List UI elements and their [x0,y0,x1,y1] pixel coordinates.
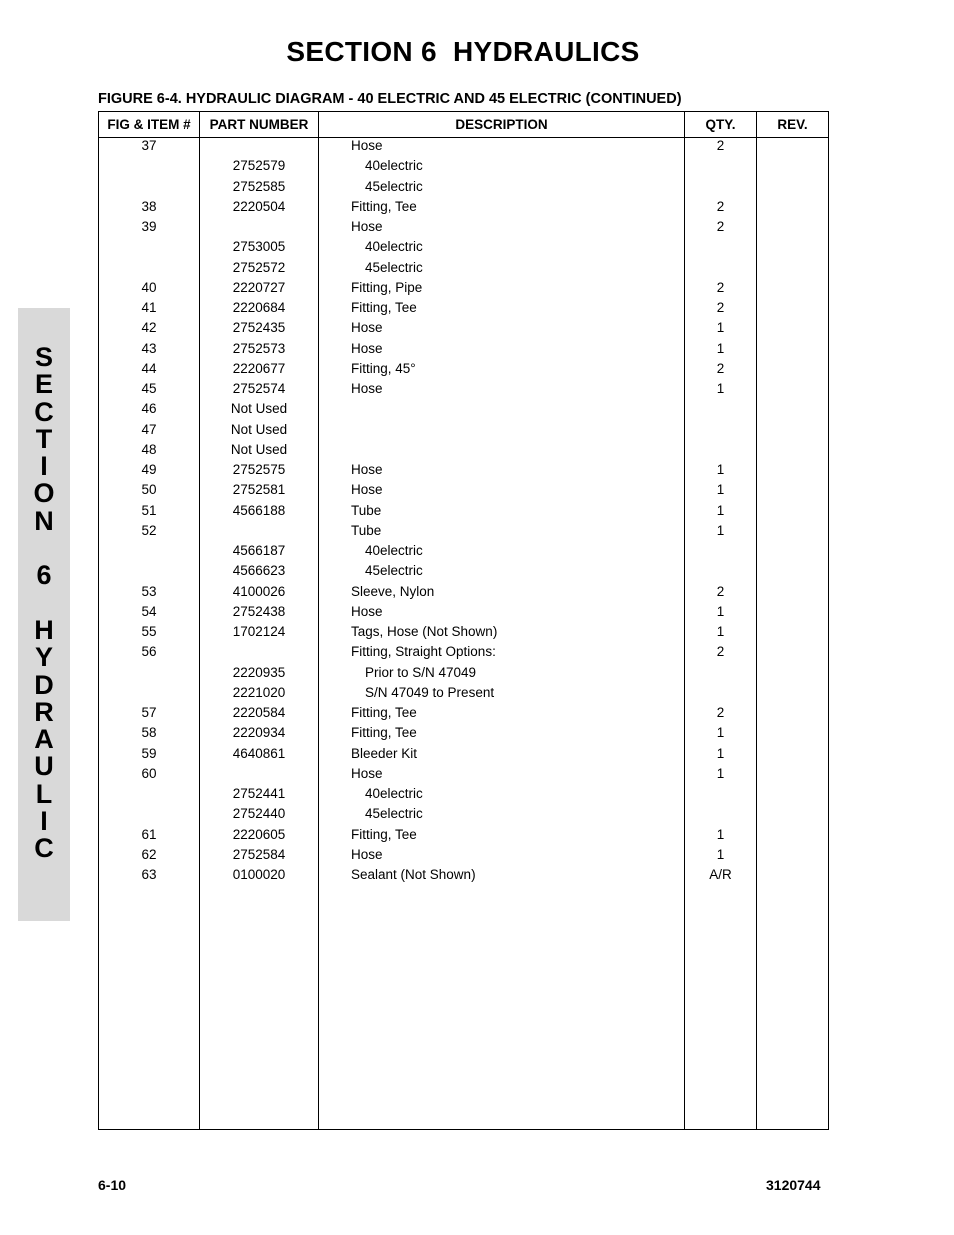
part-number: 4100026 [232,583,286,599]
header-qty: QTY. [705,117,736,132]
table-row [99,523,828,543]
quantity: A/R [709,867,732,882]
description: 45electric [365,178,423,194]
table-row [99,827,828,847]
part-number: 2220504 [232,198,286,214]
quantity: 1 [716,603,725,619]
description: Hose [351,138,383,153]
part-number: 4640861 [232,745,286,761]
part-number: 4566187 [232,543,286,558]
description: 40electric [365,158,423,174]
table-body [99,138,828,887]
part-number: 2752440 [232,806,286,822]
item-number: 58 [141,725,157,741]
description: Fitting, Tee [351,826,417,842]
part-number: 4566188 [232,502,286,518]
description: Fitting, 45° [351,360,416,376]
description: Hose [351,765,383,781]
part-number: 2752579 [232,158,286,174]
document-number: 3120744 [766,1177,821,1193]
item-number: 48 [141,441,157,457]
part-number: 2752572 [232,259,286,275]
part-number: 2220934 [232,725,286,741]
part-number: 2753005 [232,239,286,255]
side-tab-letter: T [35,423,53,454]
item-number: 45 [141,381,157,396]
table-row [99,503,828,523]
quantity: 2 [716,583,725,599]
item-number: 43 [141,340,157,356]
table-row [99,705,828,725]
quantity: 2 [716,644,725,660]
side-tab-letter: N [34,505,54,536]
part-number: 2752575 [232,462,286,477]
part-number: 2752574 [232,381,286,396]
part-number: 2752581 [232,482,286,498]
side-tab-letter: C [34,833,54,864]
quantity: 1 [716,482,725,498]
table-row [99,260,828,280]
table-row [99,422,828,442]
table-row [99,725,828,745]
table-row [99,867,828,887]
item-number: 44 [141,360,157,376]
quantity: 2 [716,705,725,720]
item-number: 37 [141,138,157,153]
description: 40electric [365,543,423,558]
item-number: 46 [141,401,157,417]
quantity: 1 [716,765,725,781]
side-tab-letter: Y [34,642,53,673]
table-row [99,361,828,381]
page-number: 6-10 [98,1177,127,1193]
description: Sealant (Not Shown) [351,867,476,882]
table-row [99,806,828,826]
item-number: 41 [141,300,157,315]
description: Fitting, Pipe [351,279,423,295]
side-tab-letter: U [34,751,54,782]
item-number: 56 [141,644,157,660]
part-number: 2220684 [232,300,286,315]
table-row [99,401,828,421]
side-tab-letter: R [34,696,54,727]
side-tab-letters [18,344,70,863]
description: 45electric [365,806,423,822]
quantity: 1 [716,725,725,741]
table-row [99,847,828,867]
side-tab-letter: A [34,724,54,755]
table-row [99,300,828,320]
item-number: 52 [141,522,157,538]
description: Bleeder Kit [351,745,418,761]
side-tab-letter: O [33,478,55,509]
quantity: 1 [716,522,725,538]
quantity: 1 [716,745,725,761]
side-tab-letter: I [40,451,48,482]
part-number: 0100020 [232,867,286,882]
item-number: 60 [141,765,157,781]
item-number: 55 [141,624,157,639]
side-tab-letter: D [34,669,54,700]
part-number: 2752585 [232,178,286,194]
description: Hose [351,320,383,336]
part-number: 2752573 [232,340,286,356]
part-number: 2221020 [232,684,286,700]
section-side-tab [18,308,70,921]
table-row [99,563,828,583]
table-row [99,482,828,502]
description: Prior to S/N 47049 [365,664,477,680]
item-number: 47 [141,421,157,437]
figure-caption: FIGURE 6-4. HYDRAULIC DIAGRAM - 40 ELECTRIC AND 45 ELECTRIC (CONTINUED) [98,91,682,107]
description: S/N 47049 to Present [365,684,495,700]
quantity: 1 [716,462,725,477]
description: Tube [351,502,382,518]
side-tab-letter: I [40,806,48,837]
side-tab-letter: H [34,614,54,645]
item-number: 39 [141,219,157,234]
table-row [99,624,828,644]
quantity: 1 [716,381,725,396]
table-row [99,179,828,199]
part-number: 2752438 [232,603,286,619]
part-number: 2752584 [232,846,286,862]
description: Hose [351,340,383,356]
table-row [99,239,828,259]
header-description: DESCRIPTION [455,117,548,132]
description: Sleeve, Nylon [351,583,435,599]
quantity: 1 [716,846,725,862]
quantity: 1 [716,624,725,639]
part-number: 2220605 [232,826,286,842]
quantity: 1 [716,320,725,336]
part-number: Not Used [230,421,288,437]
quantity: 1 [716,340,725,356]
part-number: 1702124 [232,624,286,639]
header-rev: REV. [777,117,808,132]
description: 45electric [365,259,423,275]
table-row [99,604,828,624]
quantity: 2 [716,198,725,214]
item-number: 49 [141,462,157,477]
description: Tube [351,522,382,538]
description: 40electric [365,239,423,255]
description: Fitting, Straight Options: [351,644,496,660]
table-row [99,786,828,806]
table-row [99,746,828,766]
table-row [99,543,828,563]
item-number: 62 [141,846,157,862]
part-number: Not Used [230,441,288,457]
item-number: 57 [141,705,157,720]
part-number: 2752441 [232,786,286,801]
part-number: 2220584 [232,705,286,720]
quantity: 1 [716,826,725,842]
quantity: 2 [716,219,725,234]
description: Hose [351,846,383,862]
description: Hose [351,482,383,498]
table-row [99,320,828,340]
item-number: 61 [141,826,157,842]
quantity: 2 [716,360,725,376]
side-tab-letter: 6 [36,560,52,591]
item-number: 40 [141,279,157,295]
description: 40electric [365,786,423,801]
item-number: 50 [141,482,157,498]
quantity: 2 [716,300,725,315]
side-tab-letter: L [35,778,53,809]
table-row [99,685,828,705]
item-number: 42 [141,320,157,336]
table-row [99,766,828,786]
description: Tags, Hose (Not Shown) [351,624,498,639]
item-number: 54 [141,603,157,619]
quantity: 1 [716,502,725,518]
table-row [99,138,828,158]
quantity: 2 [716,138,725,153]
table-row [99,280,828,300]
table-row [99,158,828,178]
parts-table [98,111,829,1130]
side-tab-letter: C [34,396,54,427]
part-number: 2220935 [232,664,286,680]
description: Fitting, Tee [351,705,417,720]
description: Fitting, Tee [351,300,417,315]
table-row [99,462,828,482]
description: Hose [351,219,383,234]
item-number: 38 [141,198,157,214]
table-row [99,219,828,239]
part-number: Not Used [230,401,288,417]
description: Hose [351,603,383,619]
table-row [99,644,828,664]
description: Hose [351,381,383,396]
description: Fitting, Tee [351,198,417,214]
table-row [99,665,828,685]
item-number: 53 [141,583,157,599]
part-number: 4566623 [232,563,286,579]
table-row [99,199,828,219]
part-number: 2752435 [232,320,286,336]
description: Hose [351,462,383,477]
table-row [99,584,828,604]
side-tab-letter: S [34,342,53,372]
item-number: 63 [141,867,157,882]
side-tab-letter: E [34,369,53,400]
quantity: 2 [716,279,725,295]
section-title: SECTION 6 HYDRAULICS [286,36,640,67]
table-row [99,381,828,401]
table-row [99,442,828,462]
header-item: FIG & ITEM # [107,117,191,132]
description: 45electric [365,563,423,579]
part-number: 2220727 [232,279,286,295]
item-number: 59 [141,745,157,761]
part-number: 2220677 [232,360,286,376]
header-part-number: PART NUMBER [209,117,309,132]
description: Fitting, Tee [351,725,417,741]
item-number: 51 [141,502,157,518]
table-row [99,341,828,361]
